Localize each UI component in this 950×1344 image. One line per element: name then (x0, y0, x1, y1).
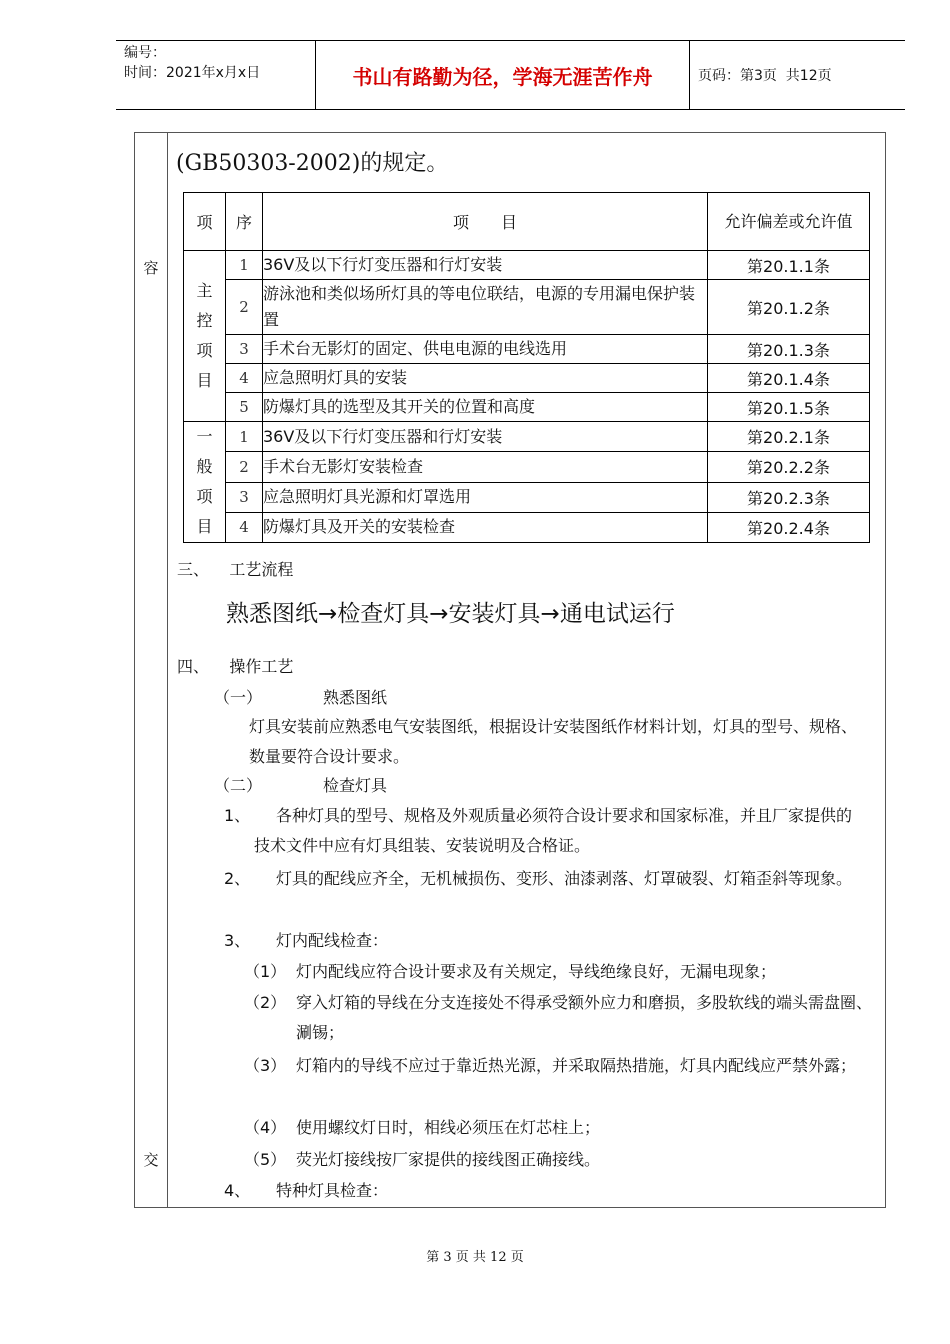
row-rule: 第20.1.5条 (708, 393, 870, 422)
row-rule: 第20.2.3条 (708, 482, 870, 512)
process-flow: 熟悉图纸→检查灯具→安装灯具→通电试运行 (226, 601, 675, 627)
row-item: 手术台无影灯的固定、供电电源的电线选用 (263, 335, 708, 364)
row-rule: 第20.1.2条 (708, 280, 870, 335)
table-row (184, 335, 870, 364)
header-meta (124, 43, 260, 83)
sub1-text: 灯具安装前应熟悉电气安装图纸，根据设计安装图纸作材料计划，灯具的型号、规格、数量要符合设计要求。 (249, 717, 858, 766)
section4-num: 四、 (177, 657, 210, 676)
number-label: 编号： (124, 45, 166, 61)
header-page (698, 41, 832, 109)
group-main-control: 主控项目 (184, 251, 226, 422)
row-no: 5 (226, 393, 263, 422)
row-item: 游泳池和类似场所灯具的等电位联结，电源的专用漏电保护装置 (263, 280, 708, 335)
col-header-group: 项 (184, 193, 226, 251)
side-char-bottom: 交 (143, 1151, 159, 1169)
subpoint-5 (244, 1145, 874, 1175)
sub2-num: （二） (214, 776, 263, 795)
point-num: 2、 (224, 869, 251, 888)
subpoint-text: 灯箱内的导线不应过于靠近热光源，并采取隔热措施，灯具内配线应严禁外露； (296, 1056, 857, 1075)
spec-table (183, 192, 870, 543)
row-no: 2 (226, 452, 263, 482)
col-header-rule: 允许偏差或允许值 (708, 193, 870, 251)
page-header (116, 40, 905, 110)
row-no: 4 (226, 364, 263, 393)
sub1-paragraph (249, 712, 869, 772)
point-num: 3、 (224, 931, 251, 950)
point-text: 各种灯具的型号、规格及外观质量必须符合设计要求和国家标准，并且厂家提供的技术文件中应有灯具组装、安装说明及合格证。 (254, 806, 853, 855)
subpoint-text: 荧光灯接线按厂家提供的接线图正确接线。 (296, 1150, 601, 1169)
row-rule: 第20.1.3条 (708, 335, 870, 364)
subpoint-text: 使用螺纹灯日时，相线必须压在灯芯柱上； (296, 1118, 601, 1137)
row-no: 1 (226, 251, 263, 280)
point-2 (224, 864, 864, 894)
sub1-title: 熟悉图纸 (323, 688, 388, 707)
subpoint-num: （3） (244, 1056, 287, 1075)
subpoint-num: （4） (244, 1118, 287, 1137)
row-item: 应急照明灯具光源和灯罩选用 (263, 482, 708, 512)
time-label: 时间：2021年x月x日 (124, 65, 261, 81)
row-no: 2 (226, 280, 263, 335)
header-motto: 书山有路勤为径，学海无涯苦作舟 (315, 41, 690, 109)
page-label: 页码：第3页 共12页 (698, 68, 832, 84)
subpoint-text: 穿入灯箱的导线在分支连接处不得承受额外应力和磨损，多股软线的端头需盘圈、涮锡； (296, 993, 873, 1042)
table-row (184, 364, 870, 393)
row-no: 3 (226, 482, 263, 512)
point-num: 1、 (224, 806, 251, 825)
row-no: 4 (226, 512, 263, 542)
row-no: 3 (226, 335, 263, 364)
point-text: 特种灯具检查： (276, 1181, 389, 1200)
subpoint-1 (244, 957, 874, 987)
subpoint-3 (244, 1051, 874, 1081)
subpoint-num: （2） (244, 993, 287, 1012)
side-column (135, 133, 168, 1207)
col-header-no: 序 (226, 193, 263, 251)
point-num: 4、 (224, 1181, 251, 1200)
point-text: 灯具的配线应齐全，无机械损伤、变形、油漆剥落、灯罩破裂、灯箱歪斜等现象。 (276, 869, 853, 888)
table-row (184, 280, 870, 335)
row-rule: 第20.2.2条 (708, 452, 870, 482)
subpoint-4 (244, 1113, 874, 1143)
point-3 (224, 926, 864, 956)
row-item: 手术台无影灯安装检查 (263, 452, 708, 482)
row-rule: 第20.1.4条 (708, 364, 870, 393)
subpoint-num: （1） (244, 962, 287, 981)
section3-title: 工艺流程 (229, 560, 294, 579)
section3-num: 三、 (177, 560, 210, 579)
row-item: 防爆灯具的选型及其开关的位置和高度 (263, 393, 708, 422)
col-header-item: 项 目 (263, 193, 708, 251)
table-row (184, 393, 870, 422)
table-row (184, 512, 870, 542)
table-row (184, 422, 870, 452)
row-rule: 第20.2.4条 (708, 512, 870, 542)
row-item: 防爆灯具及开关的安装检查 (263, 512, 708, 542)
point-1 (224, 801, 864, 861)
sub1-num: （一） (214, 688, 263, 707)
sub1-heading (214, 685, 387, 708)
row-no: 1 (226, 422, 263, 452)
section4-title: 操作工艺 (229, 657, 294, 676)
point-text: 灯内配线检查： (276, 931, 389, 950)
subpoint-2 (244, 988, 874, 1048)
page-footer: 第 3 页 共 12 页 (426, 1250, 524, 1265)
sub2-heading (214, 773, 387, 796)
sub2-title: 检查灯具 (323, 776, 388, 795)
row-item: 36V及以下行灯变压器和行灯安装 (263, 422, 708, 452)
point-4 (224, 1176, 864, 1206)
row-rule: 第20.2.1条 (708, 422, 870, 452)
section3-heading (177, 557, 293, 580)
group-general: 一般项目 (184, 422, 226, 543)
row-item: 应急照明灯具的安装 (263, 364, 708, 393)
table-header-row (184, 193, 870, 251)
row-rule: 第20.1.1条 (708, 251, 870, 280)
table-row (184, 482, 870, 512)
row-item: 36V及以下行灯变压器和行灯安装 (263, 251, 708, 280)
side-char-top: 容 (143, 259, 159, 277)
table-row (184, 452, 870, 482)
intro-line: (GB50303-2002)的规定。 (176, 151, 449, 176)
subpoint-text: 灯内配线应符合设计要求及有关规定，导线绝缘良好，无漏电现象； (296, 962, 777, 981)
section4-heading (177, 654, 293, 677)
table-row (184, 251, 870, 280)
subpoint-num: （5） (244, 1150, 287, 1169)
